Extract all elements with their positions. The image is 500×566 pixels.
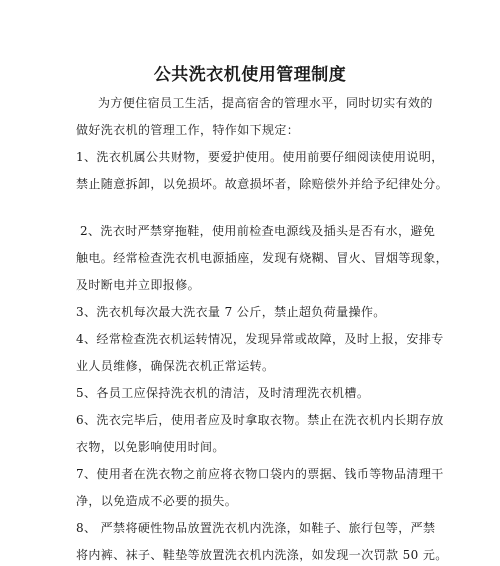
- rule-6-line-2: 衣物，以免影响使用时间。: [76, 440, 225, 454]
- rule-5-line-1: 5、各员工应保持洗衣机的清洁，及时清理洗衣机槽。: [76, 386, 370, 400]
- document-title: 公共洗衣机使用管理制度: [153, 65, 347, 85]
- rule-8-line-1: 8、 严禁将硬性物品放置洗衣机内洗涤，如鞋子、旅行包等，严禁: [76, 521, 436, 535]
- rule-2-line-1: 2、洗衣时严禁穿拖鞋，使用前检查电源线及插头是否有水，避免: [80, 224, 436, 238]
- rule-2-line-2: 触电。经常检查洗衣机电源插座，发现有烧糊、冒火、冒烟等现象，: [76, 251, 449, 265]
- rule-6-line-1: 6、洗衣完毕后，使用者应及时拿取衣物。禁止在洗衣机内长期存放: [76, 413, 444, 427]
- rule-7-line-2: 净，以免造成不必要的损失。: [76, 494, 238, 508]
- rule-2-line-3: 及时断电并立即报修。: [76, 278, 201, 292]
- rule-1-line-1: 1、洗衣机属公共财物，要爱护使用。使用前要仔细阅读使用说明，: [76, 150, 444, 164]
- intro-line-1: 为方便住宿员工生活，提高宿舍的管理水平，同时切实有效的: [98, 96, 433, 110]
- rule-8-line-2: 将内裤、袜子、鞋垫等放置洗衣机内洗涤，如发现一次罚款 50 元。: [76, 548, 448, 562]
- rule-3-line-1: 3、洗衣机每次最大洗衣量 7 公斤，禁止超负荷量操作。: [76, 305, 386, 319]
- rule-4-line-2: 业人员维修，确保洗衣机正常运转。: [76, 359, 275, 373]
- rule-4-line-1: 4、经常检查洗衣机运转情况，发现异常或故障，及时上报，安排专: [76, 332, 444, 346]
- rule-1-line-2: 禁止随意拆卸，以免损坏。故意损坏者，除赔偿外并给予纪律处分。: [76, 177, 449, 191]
- intro-line-2: 做好洗衣机的管理工作，特作如下规定：: [76, 123, 300, 137]
- rule-7-line-1: 7、使用者在洗衣物之前应将衣物口袋内的票据、钱币等物品清理干: [76, 467, 444, 481]
